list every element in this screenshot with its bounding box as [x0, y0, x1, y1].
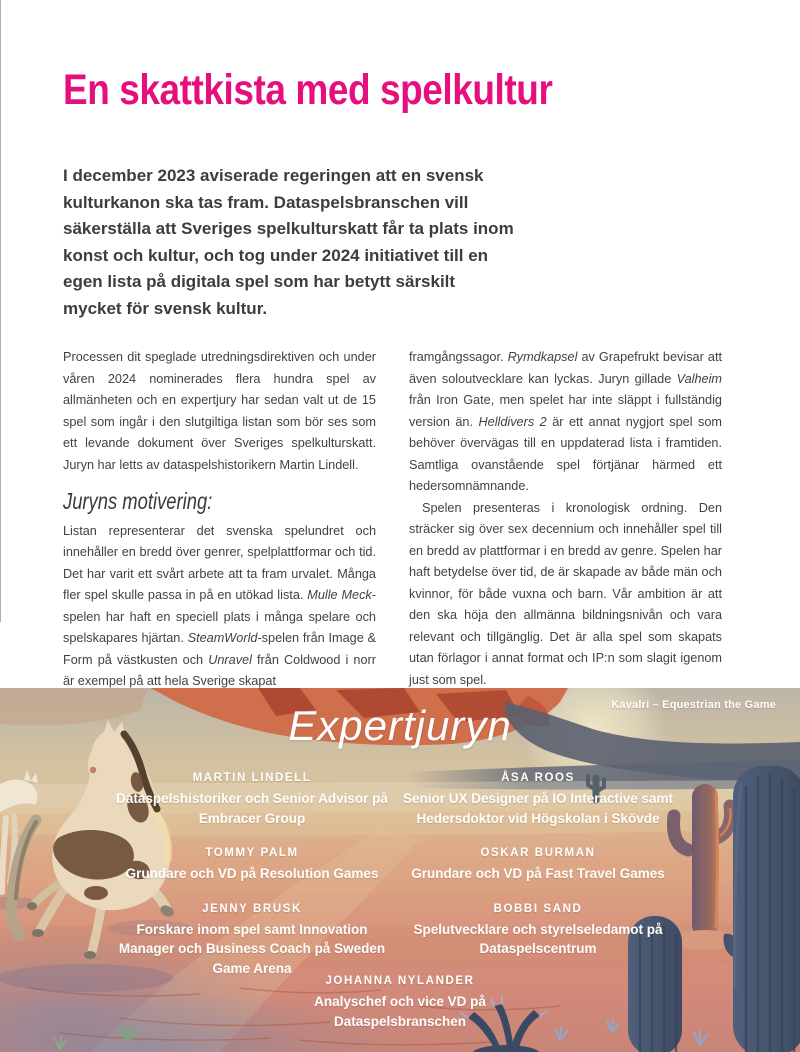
- right-paragraph-2: Spelen presenteras i kronologisk ordning. Den sträcker sig över sex decennium och innehåller spel till en bredd av plattformar i en bredd av genre. Spelen har haft betydelse över tid, de är skapade av både män och kvinnor, för både vuxna och barn. Vår ambition är att den ska höja den allmänna bildningsnivån och vara relevant och tillgänglig. Det är alla spel som skapats utan förlagor i annat format och IP:n som slagit igenom just som spel.: [409, 500, 722, 687]
- jury-member: [368, 772, 708, 828]
- article-column-right: [409, 347, 722, 693]
- jury-member-role: Dataspelshistoriker och Senior Advisor på Embracer Group: [116, 791, 388, 826]
- jury-member-name: OSKAR BURMAN: [480, 847, 596, 860]
- jury-member-bottom: [0, 975, 800, 1031]
- jury-member-role: Grundare och VD på Fast Travel Games: [411, 866, 665, 882]
- jury-member-name: BOBBI SAND: [493, 902, 583, 915]
- jury-member-role: Grundare och VD på Resolution Games: [125, 866, 379, 882]
- article-columns: [63, 347, 723, 693]
- left-paragraph-1: Processen dit speglade utredningsdirektiven och under våren 2024 nominerades flera hundra spel av allmänheten och en expertjury har sedan valt ut de 15 spel som ingår i den slutgiltiga listan som bör ses som ett levande dokument över Sveriges spelkulturskatt. Juryn har letts av dataspelshistorikern Martin Lindell.: [63, 350, 376, 472]
- jury-panel-heading: Expertjuryn: [288, 702, 512, 749]
- intro-paragraph: I december 2023 aviserade regeringen att en svensk kulturkanon ska tas fram. Dataspelsbranschen vill säkerställa att Sveriges spelkulturskatt får ta plats inom konst och kultur, och tog under 2024 initiativet till en egen lista på digitala spel som har betytt särskilt mycket för svensk kultur.: [63, 166, 514, 318]
- jury-member: [368, 847, 708, 884]
- jury-photo-panel: [0, 688, 800, 1052]
- article-column-left: [63, 347, 376, 693]
- jury-member-role: Spelutvecklare och styrelseledamot på Dataspelscentrum: [413, 921, 663, 957]
- right-paragraph-1: framgångssagor. Rymdkapsel av Grapefrukt bevisar att även soloutvecklare kan lyckas. Juryn gillade Valheim från Iron Gate, men spelet har inte släppt i fullständig version än. Helldivers 2 är ett annat nygjort spel som behöver övervägas till en uppdaterad lista i framtiden. Samtliga ovanstående spel förtjänar härmed ett hedersomnämnande.: [409, 350, 722, 493]
- jury-member: [368, 903, 708, 959]
- page-edge-line: [0, 0, 1, 622]
- photo-credit: Kavalri – Equestrian the Game: [611, 699, 776, 711]
- jury-column-right: [368, 772, 708, 978]
- left-paragraph-2: Listan representerar det svenska spelundret och innehåller en bredd över genrer, spelplattformar och tid. Det har varit ett svårt arbete att ta fram urvalet. Många fler spel skulle passa in på en utökad lista. Mulle Meck-spelen har haft en speciell plats i många spelare och spelskapares hjärtan. SteamWorld-spelen från Image & Form på västkusten och Unravel från Coldwood i norr är exempel på att hela Sverige skapat: [63, 523, 376, 688]
- page-title-text: En skattkista med spelkultur: [63, 66, 553, 114]
- jury-member-role: Analyschef och vice VD på Dataspelsbranschen: [314, 994, 486, 1029]
- jury-member-name: MARTIN LINDELL: [192, 772, 312, 784]
- jury-member-name: ÅSA ROOS: [501, 772, 575, 784]
- jury-member-role: Forskare inom spel samt Innovation Manager och Business Coach på Sweden Game Arena: [118, 921, 386, 976]
- jury-member-name: JENNY BRUSK: [202, 902, 302, 915]
- jury-member-name: JOHANNA NYLANDER: [325, 975, 475, 987]
- jury-member-name: TOMMY PALM: [205, 847, 299, 860]
- jury-member-role: Senior UX Designer på IO Interactive samt Hedersdoktor vid Högskolan i Skövde: [402, 791, 674, 826]
- jury-motivation-heading: Juryns motivering:: [63, 488, 213, 514]
- page-title: [63, 66, 632, 115]
